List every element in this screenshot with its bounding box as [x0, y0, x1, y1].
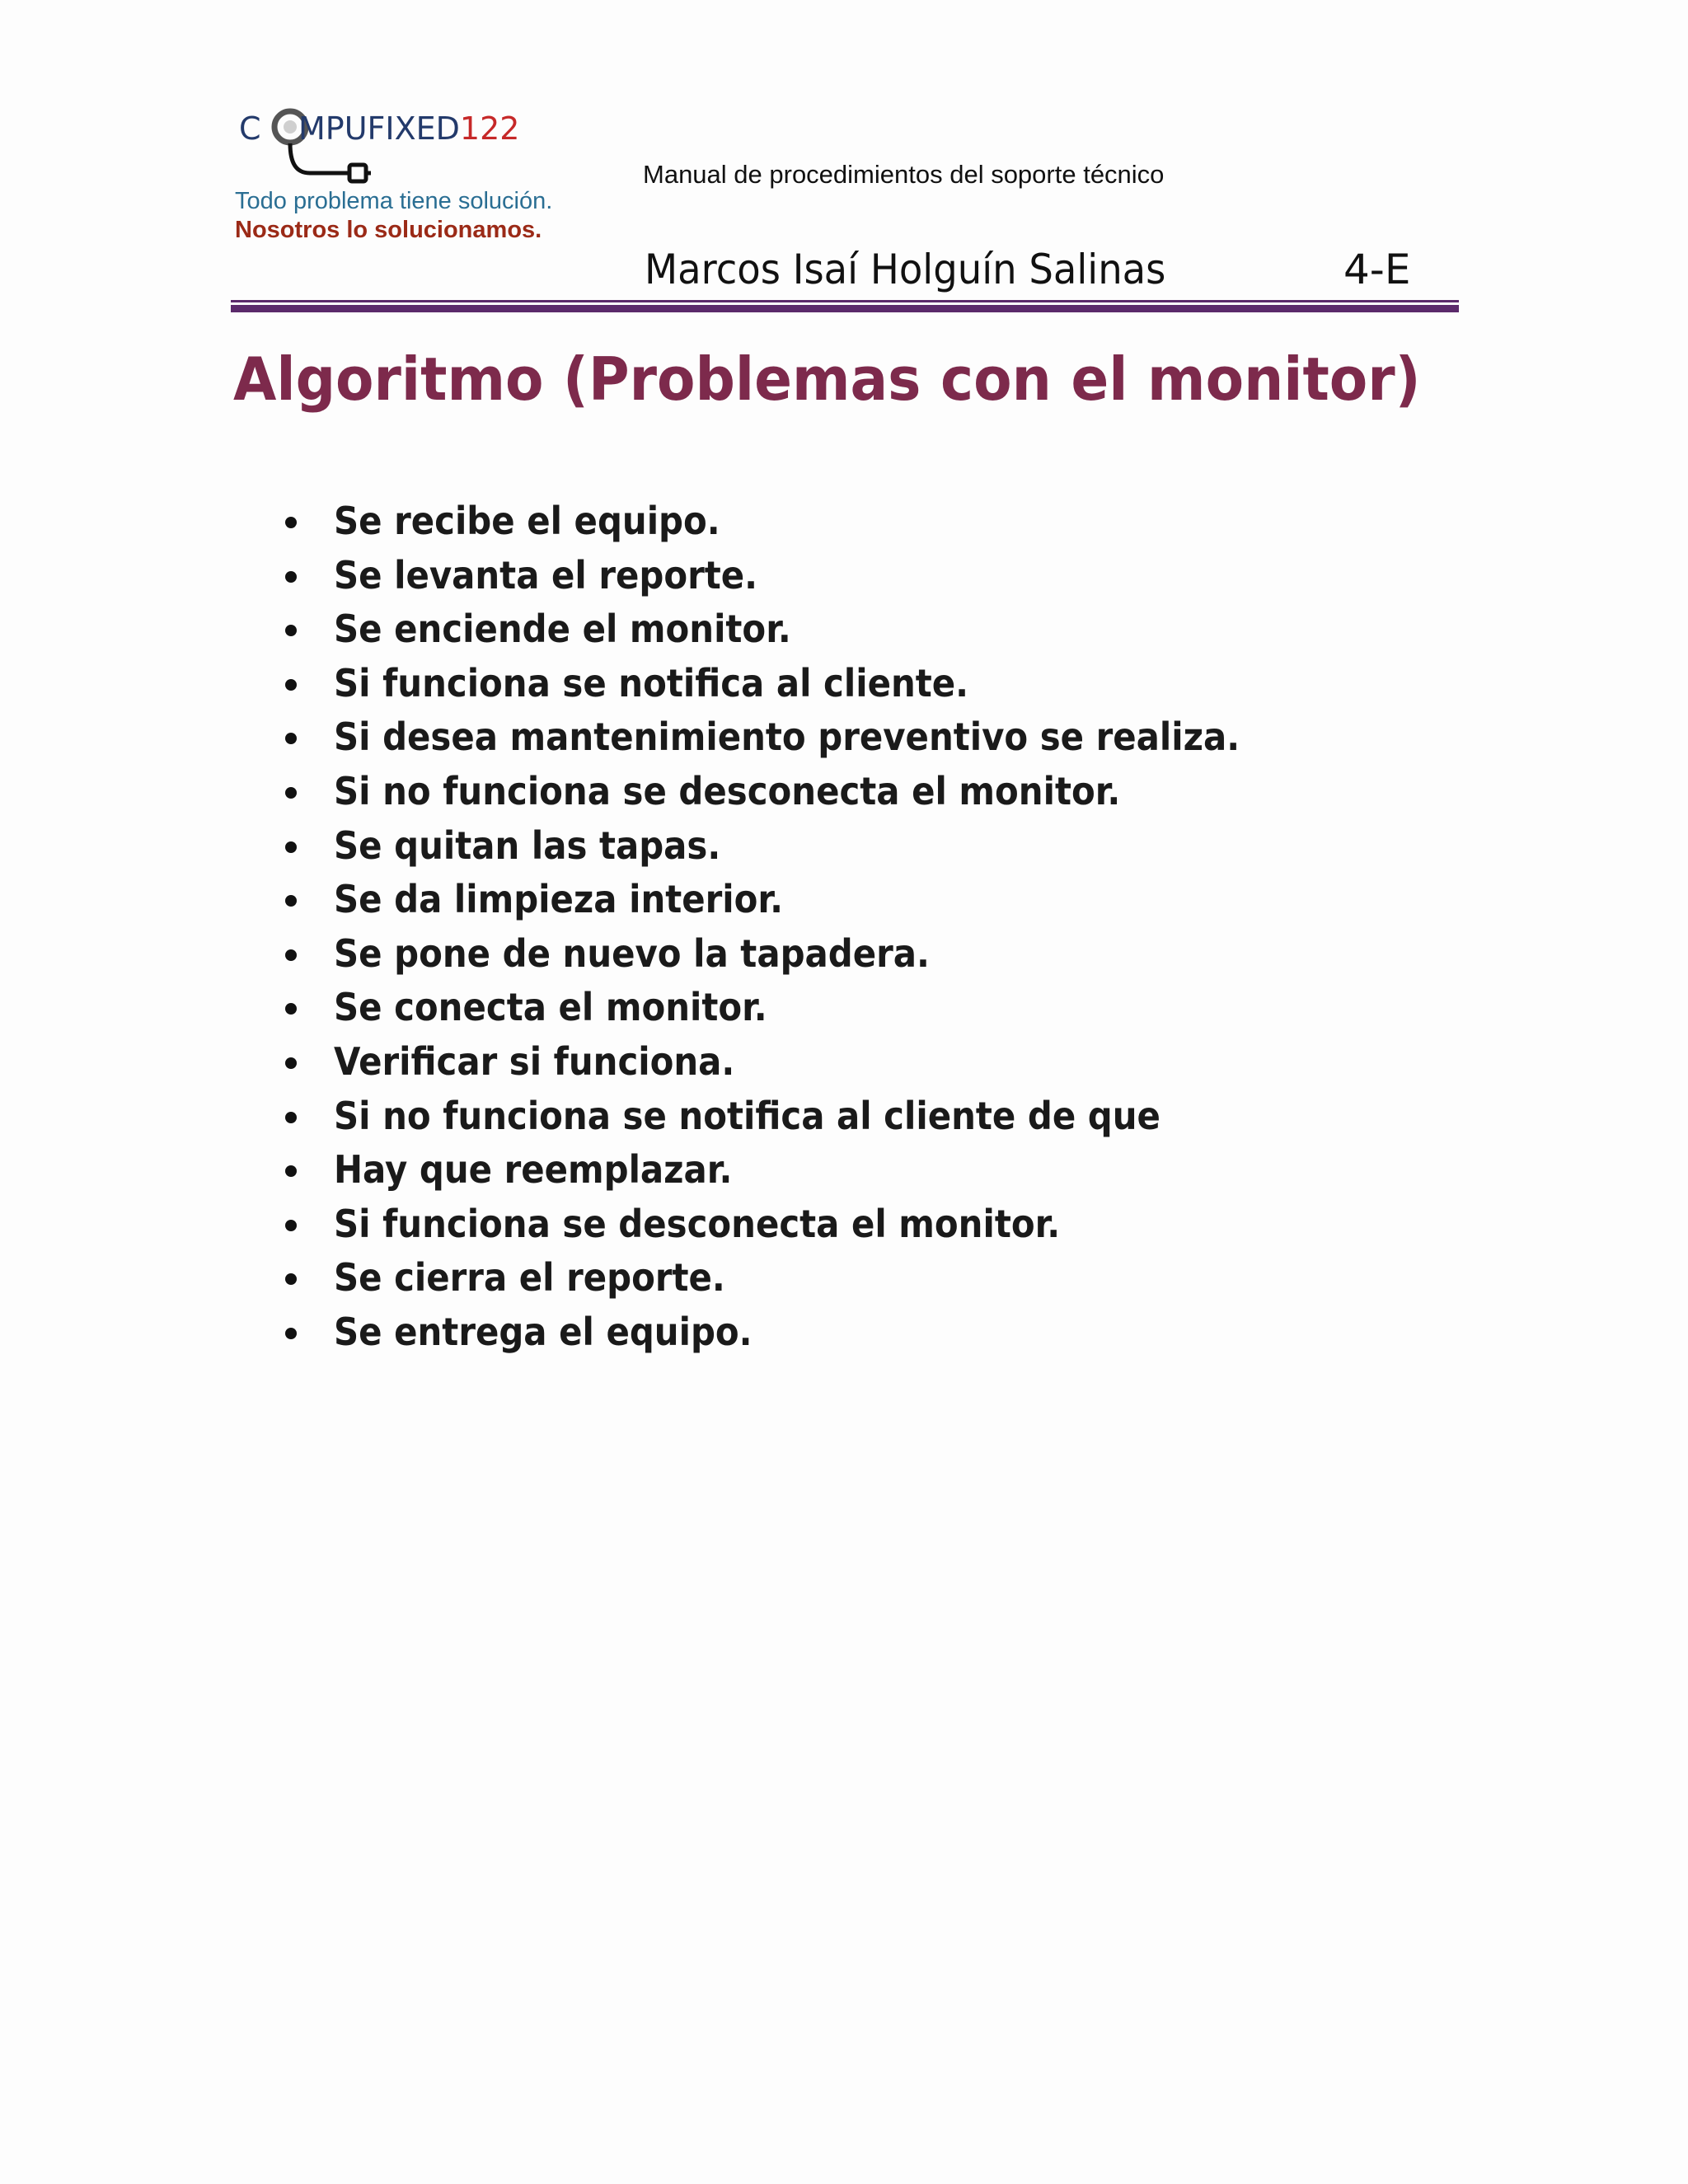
list-item	[280, 1197, 1329, 1252]
list-item	[280, 1305, 1329, 1360]
list-item-text: Se recibe el equipo.	[334, 499, 720, 543]
list-item-text: Se conecta el monitor.	[334, 985, 767, 1030]
list-item-text: Si desea mantenimiento preventivo se realiza.	[334, 715, 1240, 760]
list-item-text: Se enciende el monitor.	[334, 607, 791, 652]
list-item	[280, 657, 1329, 711]
bullet-dot-icon	[285, 625, 297, 636]
list-item	[280, 710, 1329, 765]
list-item-text: Se da limpieza interior.	[334, 877, 783, 922]
list-item-text: Si no funciona se desconecta el monitor.	[334, 768, 1121, 813]
list-item-text: Se pone de nuevo la tapadera.	[334, 930, 930, 976]
list-item	[280, 549, 1329, 603]
company-logo	[239, 97, 529, 186]
bullet-dot-icon	[285, 1220, 297, 1231]
bullet-dot-icon	[285, 1057, 297, 1069]
list-item	[280, 819, 1329, 874]
list-item	[280, 1251, 1329, 1305]
list-item	[280, 602, 1329, 657]
list-item	[280, 1035, 1329, 1090]
list-item-text: Si funciona se notifica al cliente.	[334, 660, 969, 705]
list-item-text: Si no funciona se notifica al cliente de que	[334, 1093, 1160, 1138]
bullet-dot-icon	[285, 1165, 297, 1177]
bullet-dot-icon	[285, 1328, 297, 1339]
bullet-dot-icon	[285, 895, 297, 907]
list-item	[280, 1143, 1329, 1197]
list-item	[280, 765, 1329, 819]
bullet-dot-icon	[285, 1273, 297, 1285]
bullet-dot-icon	[285, 571, 297, 583]
bullet-dot-icon	[285, 679, 297, 691]
list-item	[280, 494, 1329, 549]
logo-text: C MPUFIXED122	[239, 110, 520, 147]
manual-title: Manual de procedimientos del soporte técnico	[643, 160, 1165, 189]
list-item-text: Se entrega el equipo.	[334, 1309, 753, 1354]
bullet-dot-icon	[285, 841, 297, 853]
bullet-dot-icon	[285, 787, 297, 799]
group-label: 4-E	[1343, 246, 1411, 293]
list-item-text: Hay que reemplazar.	[334, 1147, 733, 1193]
list-item	[280, 927, 1329, 982]
list-item	[280, 981, 1329, 1035]
header-divider-thin	[231, 300, 1459, 302]
list-item-text: Se levanta el reporte.	[334, 552, 758, 598]
tagline-secondary: Nosotros lo solucionamos.	[235, 217, 542, 243]
list-item-text: Si funciona se desconecta el monitor.	[334, 1201, 1061, 1246]
bullet-dot-icon	[285, 1112, 297, 1123]
bullet-dot-icon	[285, 1003, 297, 1015]
list-item-text: Se quitan las tapas.	[334, 823, 721, 868]
list-item-text: Verificar si funciona.	[334, 1038, 735, 1084]
list-item-text: Se cierra el reporte.	[334, 1255, 725, 1301]
list-item	[280, 873, 1329, 927]
page-title: Algoritmo (Problemas con el monitor)	[233, 344, 1421, 414]
bullet-dot-icon	[285, 517, 297, 528]
bullet-dot-icon	[285, 733, 297, 744]
list-item	[280, 1090, 1329, 1144]
steps-list	[280, 494, 1329, 1360]
header-divider-thick	[231, 305, 1459, 312]
bullet-dot-icon	[285, 949, 297, 961]
tagline-primary: Todo problema tiene solución.	[235, 188, 553, 214]
author-name: Marcos Isaí Holguín Salinas	[645, 246, 1166, 293]
